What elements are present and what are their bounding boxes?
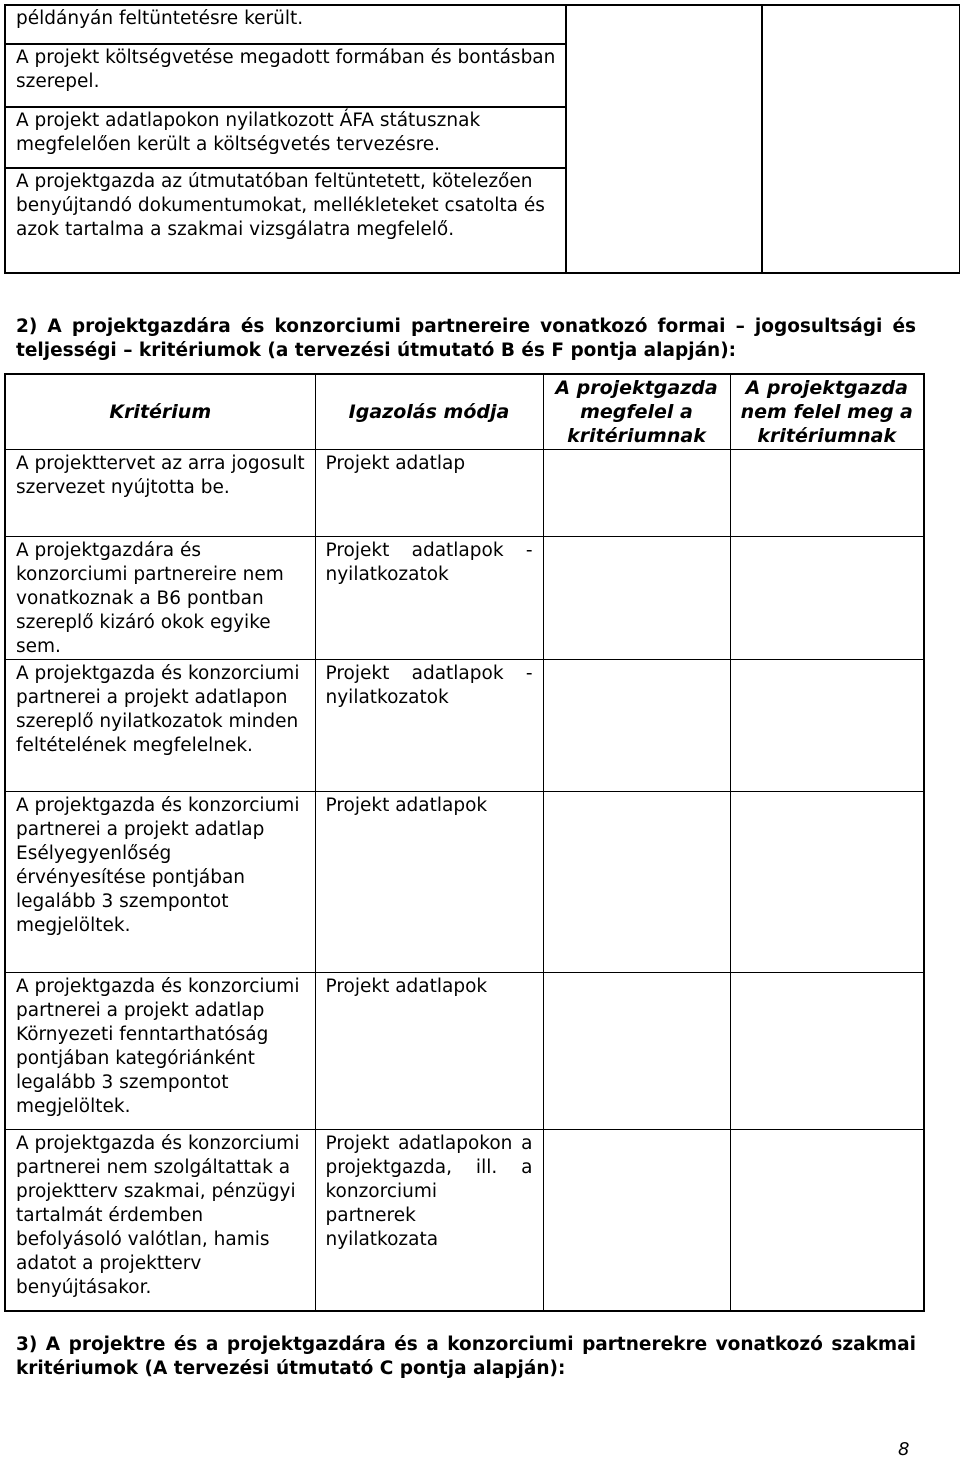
section-2-heading: 2) A projektgazdára és konzorciumi partnereire vonatkozó formai – jogosultsági és teljességi – kritériumok (a tervezési útmutató B és F pontja alapján): xyxy=(16,316,916,361)
header-meets: A projektgazda megfelel a kritériumnak xyxy=(543,374,730,450)
table-row xyxy=(5,1130,924,1312)
answer-cell-no xyxy=(762,5,960,273)
criterion-cell: A projektgazda és konzorciumi partnerei a projekt adatlapon szereplő nyilatkozatok minden feltételének megfelelnek. xyxy=(5,660,315,792)
not-meets-cell xyxy=(730,450,924,537)
page-number: 8 xyxy=(898,1439,910,1460)
verification-cell: Projekt adatlapok xyxy=(315,973,543,1130)
criteria-table xyxy=(4,373,925,1312)
table-row xyxy=(5,537,924,660)
meets-cell xyxy=(543,660,730,792)
header-criterion: Kritérium xyxy=(5,374,315,450)
requirement-cell: példányán feltüntetésre került. xyxy=(5,5,566,44)
table-row xyxy=(5,5,960,44)
answer-cell-yes xyxy=(566,5,762,273)
table-row xyxy=(5,973,924,1130)
meets-cell xyxy=(543,792,730,973)
not-meets-cell xyxy=(730,1130,924,1312)
not-meets-cell xyxy=(730,973,924,1130)
meets-cell xyxy=(543,1130,730,1312)
not-meets-cell xyxy=(730,660,924,792)
requirement-cell: A projekt költségvetése megadott formában és bontásban szerepel. xyxy=(5,44,566,107)
meets-cell xyxy=(543,537,730,660)
section-3-heading: 3) A projektre és a projektgazdára és a konzorciumi partnerekre vonatkozó szakmai kritériumok (A tervezési útmutató C pontja alapján): xyxy=(16,1334,916,1379)
table-row xyxy=(5,660,924,792)
header-verification: Igazolás módja xyxy=(315,374,543,450)
not-meets-cell xyxy=(730,792,924,973)
requirements-table-continued xyxy=(4,4,960,274)
criterion-cell: A projektgazda és konzorciumi partnerei a projekt adatlap Környezeti fenntarthatóság pontjában kategóriánként legalább 3 szempontot megjelöltek. xyxy=(5,973,315,1130)
table-row xyxy=(5,450,924,537)
table-row xyxy=(5,792,924,973)
criterion-cell: A projektgazdára és konzorciumi partnereire nem vonatkoznak a B6 pontban szereplő kizáró okok egyike sem. xyxy=(5,537,315,660)
verification-cell: Projekt adatlap xyxy=(315,450,543,537)
not-meets-cell xyxy=(730,537,924,660)
meets-cell xyxy=(543,973,730,1130)
verification-cell: Projekt adatlapok - nyilatkozatok xyxy=(315,537,543,660)
requirement-cell: A projektgazda az útmutatóban feltüntetett, kötelezően benyújtandó dokumentumokat, mellékleteket csatolta és azok tartalma a szakmai vizsgálatra megfelelő. xyxy=(5,168,566,273)
meets-cell xyxy=(543,450,730,537)
criterion-cell: A projektgazda és konzorciumi partnerei a projekt adatlap Esélyegyenlőség érvényesítése pontjában legalább 3 szempontot megjelöltek. xyxy=(5,792,315,973)
header-not-meets: A projektgazda nem felel meg a kritériumnak xyxy=(730,374,924,450)
verification-cell: Projekt adatlapok xyxy=(315,792,543,973)
requirement-cell: A projekt adatlapokon nyilatkozott ÁFA státusznak megfelelően került a költségvetés tervezésre. xyxy=(5,107,566,168)
criterion-cell: A projektgazda és konzorciumi partnerei nem szolgáltattak a projektterv szakmai, pénzügyi tartalmát érdemben befolyásoló valótlan, hamis adatot a projektterv benyújtásakor. xyxy=(5,1130,315,1312)
verification-cell: Projekt adatlapok - nyilatkozatok xyxy=(315,660,543,792)
criterion-cell: A projekttervet az arra jogosult szervezet nyújtotta be. xyxy=(5,450,315,537)
criteria-table-header xyxy=(5,374,924,450)
verification-cell: Projekt adatlapokon a projektgazda, ill. a konzorciumi partnerek nyilatkozata xyxy=(315,1130,543,1312)
